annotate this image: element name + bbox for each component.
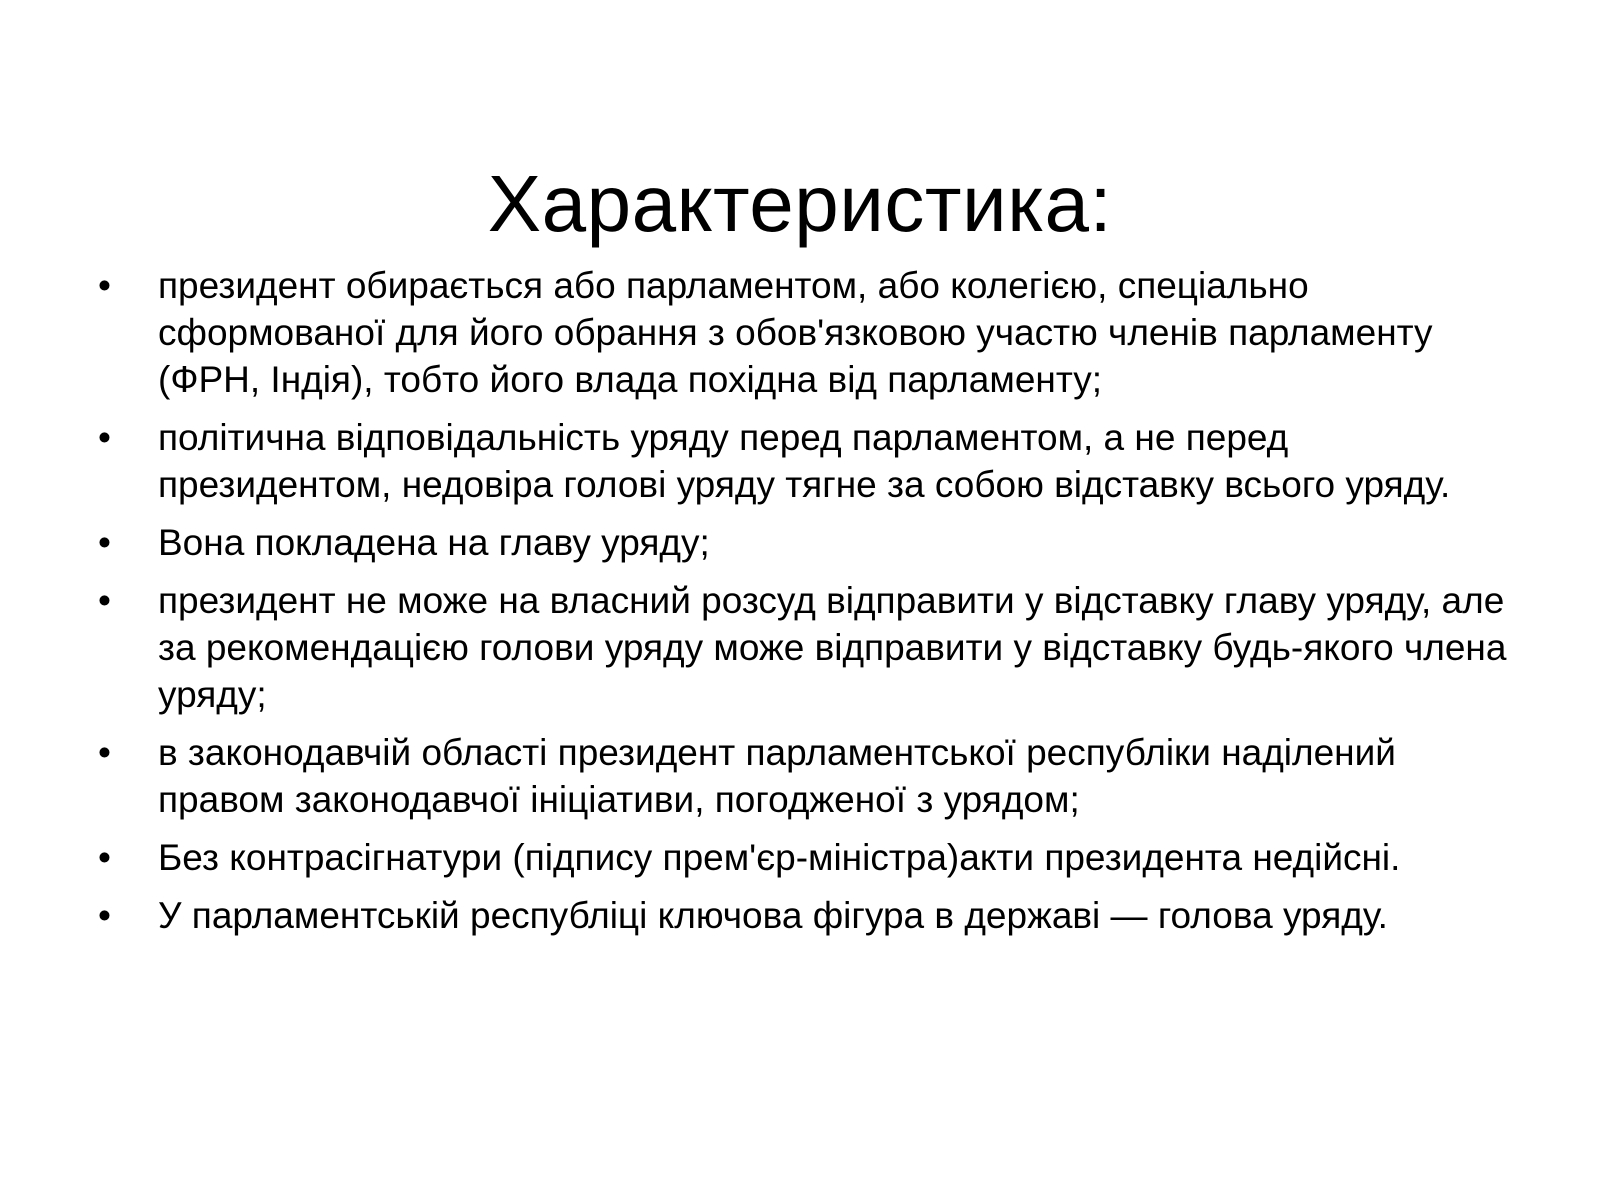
bullet-icon: • (98, 837, 111, 878)
bullet-item-2 (98, 414, 1528, 508)
bullet-item-1 (98, 262, 1528, 403)
bullet-item-4 (98, 577, 1528, 718)
bullet-item-7 (98, 892, 1528, 939)
bullet-icon: • (98, 580, 111, 621)
bullet-text-2: політична відповідальність уряду перед парламентом, а не перед президентом, недовіра голові уряду тягне за собою відставку всього уряду. (158, 417, 1451, 505)
bullet-list (98, 262, 1528, 950)
bullet-item-3 (98, 519, 1528, 566)
bullet-text-1: президент обирається або парламентом, або колегією, спеціально сформованої для його обрання з обов'язковою участю членів парламенту (ФРН, Індія), тобто його влада похідна від парламенту; (158, 265, 1433, 400)
bullet-icon: • (98, 895, 111, 936)
bullet-text-5: в законодавчій області президент парламентської республіки наділений правом законодавчої ініціативи, погодженої з урядом; (158, 732, 1396, 820)
bullet-text-6: Без контрасігнатури (підпису прем'єр-міністра)акти президента недійсні. (158, 837, 1401, 878)
bullet-item-6 (98, 834, 1528, 881)
bullet-icon: • (98, 417, 111, 458)
bullet-text-4: президент не може на власний розсуд відправити у відставку главу уряду, але за рекомендацією голови уряду може відправити у відставку будь-якого члена уряду; (158, 580, 1507, 715)
bullet-text-3: Вона покладена на главу уряду; (158, 522, 710, 563)
slide-title: Характеристика: (487, 158, 1113, 248)
bullet-item-5 (98, 729, 1528, 823)
bullet-icon: • (98, 265, 111, 306)
bullet-icon: • (98, 522, 111, 563)
bullet-text-7: У парламентській республіці ключова фігура в державі — голова уряду. (158, 895, 1388, 936)
bullet-icon: • (98, 732, 111, 773)
